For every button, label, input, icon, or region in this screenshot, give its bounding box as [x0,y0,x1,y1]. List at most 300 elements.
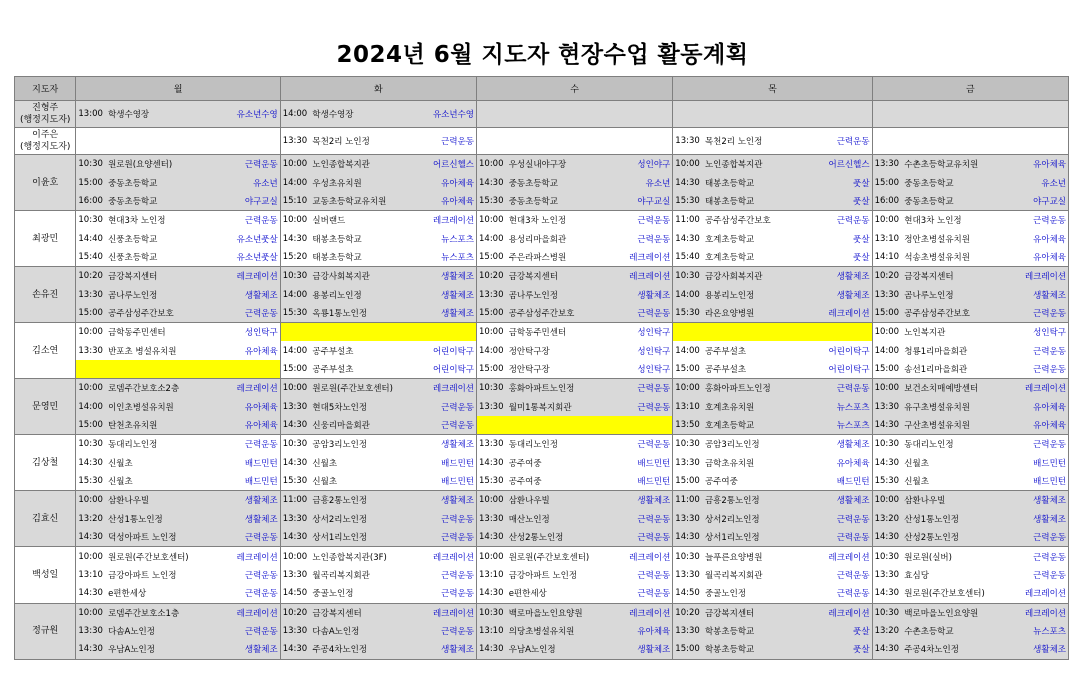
slot-time: 13:30 [872,285,902,304]
schedule-row [15,584,1069,603]
slot-time: 10:00 [282,215,308,226]
slot-program: 근력운동 [617,584,672,603]
slot-place: 호계초등학교 [703,248,814,267]
slot-time: 14:30 [872,584,902,603]
slot-place: e편한세상 [507,584,618,603]
slot-program: 레크레이션 [1013,603,1069,622]
instructor-name: 정규원 [15,603,76,659]
slot-time: 10:20 [76,267,106,286]
slot-program: 풋살 [814,622,872,641]
slot-program [217,128,280,155]
instructor-name: 김소연 [15,323,76,379]
slot-time: 14:00 [479,233,504,244]
slot-place: 원로원(주간보호센터) [508,552,590,563]
slot-time: 15:00 [477,360,507,379]
slot-place: 정안탁구장 [508,346,550,357]
slot-place: 신월초 [108,458,133,469]
slot-time: 10:20 [673,603,703,622]
slot-place: 노인종합복지관 [310,155,421,174]
slot-place: 현대3차 노인정 [508,216,567,227]
slot-program: 근력운동 [814,510,872,529]
slot-program: 풋살 [814,229,872,248]
slot-place: 우성실내야구장 [507,155,618,174]
slot-time: 13:30 [477,510,507,529]
slot-place: 중골노인정 [703,584,814,603]
slot-program: 근력운동 [217,584,280,603]
slot-time [872,128,902,155]
slot-place: 송선1리마을회관 [902,360,1013,379]
slot-time: 14:00 [675,345,700,356]
header-instructor: 지도자 [15,77,76,101]
slot-time: 15:00 [872,304,902,323]
slot-time: 15:30 [280,472,310,491]
slot-time: 15:00 [477,304,507,323]
slot-program [617,101,672,128]
slot-place: 수촌초등학교 [902,622,1013,641]
slot-place: 원로원(실버) [904,552,952,563]
schedule-row [15,397,1069,416]
slot-program: 레크레이션 [1013,267,1069,286]
slot-time: 13:30 [874,569,900,580]
slot-program: 배드민턴 [421,454,476,473]
slot-place: 공주여중 [508,458,542,469]
schedule-row [15,510,1069,529]
slot-program: 근력운동 [617,435,672,454]
slot-time: 13:30 [872,397,902,416]
slot-program: 배드민턴 [814,472,872,491]
schedule-row [15,622,1069,641]
slot-program: 뉴스포츠 [1013,622,1069,641]
slot-time: 15:00 [673,640,703,659]
slot-place: 원로원(주간보호센터) [108,552,189,563]
slot-program: 뉴스포츠 [814,397,872,416]
slot-place [507,416,618,435]
slot-time: 15:30 [872,472,902,491]
slot-program: 생활체조 [217,285,280,304]
slot-program: 뉴스포츠 [814,416,872,435]
slot-program: 유아체육 [217,341,280,360]
slot-place: 신월초 [312,458,338,469]
slot-time: 14:50 [280,584,310,603]
page-title: 2024년 6월 지도자 현장수업 활동계획 [336,42,749,68]
slot-program [421,323,476,342]
slot-place: 월곡리복지회관 [704,570,763,581]
slot-program: 레크레이션 [814,547,872,566]
slot-place: 공암3리노인정 [312,440,368,451]
slot-program: 생활체조 [421,267,476,286]
schedule-row [15,640,1069,659]
slot-place: 상서2리노인정 [703,510,814,529]
slot-place: 신월초 [310,472,421,491]
slot-program: 유소년풋살 [217,229,280,248]
slot-program: 생활체조 [1013,640,1069,659]
slot-program: 근력운동 [617,211,672,230]
slot-program: 유아체육 [617,622,672,641]
slot-program: 배드민턴 [617,472,672,491]
slot-place [703,101,814,128]
slot-time: 14:00 [282,345,308,356]
slot-time: 10:00 [872,491,902,510]
slot-place [310,323,421,342]
schedule-row [15,248,1069,267]
slot-place: 용봉리노인정 [310,285,421,304]
slot-program: 근력운동 [1013,547,1069,566]
slot-place: 공주부설초 [703,360,814,379]
slot-place: 다솜A노인정 [310,622,421,641]
slot-place: 원로원(주간보호센터) [310,379,421,398]
slot-place [902,101,1013,128]
slot-time: 10:00 [673,155,703,174]
slot-program: 유소년 [1013,173,1069,192]
slot-program: 생활체조 [814,435,872,454]
slot-program: 근력운동 [617,379,672,398]
slot-program: 레크레이션 [217,267,280,286]
slot-place: 신월초 [106,472,217,491]
slot-program: 성인탁구 [217,323,280,342]
slot-program: 어린이탁구 [814,341,872,360]
slot-program: 레크레이션 [1013,584,1069,603]
slot-time: 10:30 [675,439,700,450]
slot-program: 배드민턴 [1013,472,1069,491]
schedule-row [15,547,1069,566]
slot-place [703,323,814,342]
slot-program: 근력운동 [217,528,280,547]
slot-program: 어르신헬스 [814,155,872,174]
slot-place: 주공4차노인정 [902,640,1013,659]
slot-place [902,128,1013,155]
slot-time: 10:20 [872,267,902,286]
slot-program: 생활체조 [217,640,280,659]
slot-time [76,360,106,379]
slot-place: 로뎀주간보호소2층 [106,379,217,398]
slot-program: 근력운동 [814,584,872,603]
slot-place: 중동초등학교 [106,192,217,211]
slot-place: 금강복지센터 [902,267,1013,286]
slot-program: 성인야구 [617,155,672,174]
slot-program [617,128,672,155]
slot-program: 근력운동 [1013,566,1069,585]
slot-time: 15:00 [76,173,106,192]
slot-time: 13:30 [280,397,310,416]
slot-program: 유소년수영 [217,101,280,128]
slot-time: 10:30 [76,155,106,174]
slot-place: 우성초유치원 [310,173,421,192]
slot-program: 근력운동 [814,566,872,585]
slot-place: 정안탁구장 [507,360,618,379]
slot-program: 레크레이션 [421,211,476,230]
slot-program: 생활체조 [217,491,280,510]
slot-place: 금강아파트 노인정 [108,570,177,581]
slot-time: 10:00 [477,491,507,510]
slot-program: 생활체조 [421,491,476,510]
slot-place: 라온요양병원 [703,304,814,323]
slot-time: 10:30 [477,603,507,622]
slot-time [872,101,902,128]
slot-time: 10:00 [479,551,504,562]
slot-time: 14:00 [673,285,703,304]
slot-place: 금강복지센터 [106,267,217,286]
slot-place: 현대3차 노인정 [904,216,962,227]
slot-time: 14:00 [280,101,310,128]
slot-program: 유소년 [217,173,280,192]
slot-place: 보건소치매예방센터 [902,379,1013,398]
slot-program: 배드민턴 [217,472,280,491]
slot-program: 유아체육 [1013,248,1069,267]
slot-time: 14:30 [874,457,900,468]
slot-place: 효심당 [904,570,929,581]
slot-program: 성인탁구 [617,360,672,379]
instructor-name: 김상철 [15,435,76,491]
slot-time: 10:30 [78,215,103,226]
slot-program: 어린이탁구 [814,360,872,379]
header-thu: 목 [673,77,872,101]
slot-program: 레크레이션 [421,547,476,566]
slot-time: 14:30 [477,528,507,547]
schedule-table [14,76,1069,660]
slot-time: 14:00 [280,173,310,192]
slot-place [507,128,618,155]
slot-place: 동대리노인정 [508,440,558,451]
slot-time: 10:00 [477,155,507,174]
slot-program: 생활체조 [814,491,872,510]
slot-program: 유아체육 [1013,416,1069,435]
slot-time: 10:30 [78,439,103,450]
slot-time: 13:10 [874,233,900,244]
slot-time: 13:30 [282,569,308,580]
slot-place: 공주여중 [703,472,814,491]
schedule-row [15,192,1069,211]
slot-program: 근력운동 [421,510,476,529]
slot-program: 근력운동 [421,566,476,585]
slot-place: 금강복지센터 [310,603,421,622]
slot-time: 10:20 [280,603,310,622]
slot-time: 15:30 [673,192,703,211]
slot-time: 16:00 [872,192,902,211]
slot-program: 근력운동 [421,397,476,416]
slot-time: 13:30 [280,128,310,155]
slot-place [106,128,217,155]
slot-time: 13:10 [479,569,504,580]
slot-time: 10:00 [76,379,106,398]
slot-program: 근력운동 [217,566,280,585]
slot-program: 유아체육 [814,454,872,473]
slot-place: 이인초병설유치원 [106,397,217,416]
schedule-row [15,173,1069,192]
slot-program: 생활체조 [1013,491,1069,510]
slot-time: 13:10 [673,397,703,416]
slot-place: 상서1리노인정 [310,528,421,547]
slot-program: 레크레이션 [617,248,672,267]
slot-program [617,416,672,435]
slot-program: 야구교실 [617,192,672,211]
slot-place: 의당초병설유치원 [507,622,618,641]
schedule-row [15,155,1069,174]
slot-time: 14:30 [282,233,308,244]
slot-time: 10:00 [872,379,902,398]
slot-time [76,128,106,155]
schedule-row [15,128,1069,155]
slot-time: 13:10 [477,622,507,641]
schedule-row [15,435,1069,454]
slot-time: 13:30 [76,285,106,304]
slot-time: 15:00 [673,360,703,379]
slot-program: 레크레이션 [217,379,280,398]
slot-program: 근력운동 [421,416,476,435]
slot-place: 홍화아파트노인정 [507,379,618,398]
slot-program: 생활체조 [421,285,476,304]
slot-time: 14:30 [280,416,310,435]
slot-program [1013,128,1069,155]
slot-time: 15:30 [477,472,507,491]
slot-time: 10:00 [280,155,310,174]
slot-place: 노인종합복지관(3F) [312,552,387,563]
slot-program: 배드민턴 [421,472,476,491]
slot-place: 곰나루노인정 [106,285,217,304]
slot-time: 13:30 [673,622,703,641]
slot-time: 14:30 [872,416,902,435]
slot-place: 실버랜드 [312,216,346,227]
slot-program: 근력운동 [617,510,672,529]
slot-time: 13:20 [872,510,902,529]
slot-program: 야구교실 [217,192,280,211]
schedule-row [15,379,1069,398]
slot-place: 원로원(요양센터) [106,155,217,174]
instructor-name: 김효신 [15,491,76,547]
slot-place: 정안초병설유치원 [904,234,970,245]
slot-place: 금강복지센터 [703,603,814,622]
slot-place [106,360,217,379]
slot-program: 성인탁구 [617,323,672,342]
slot-place: 금강사회복지관 [703,267,814,286]
slot-program: 레크레이션 [421,603,476,622]
slot-time: 13:20 [76,510,106,529]
slot-place: 구산초병설유치원 [902,416,1013,435]
slot-place: 태봉초등학교 [310,248,421,267]
slot-time: 10:30 [872,603,902,622]
slot-program: 풋살 [814,640,872,659]
slot-place: 호계초등학교 [704,234,755,245]
slot-time: 10:00 [282,551,308,562]
slot-program: 근력운동 [1013,528,1069,547]
slot-place: 금학동주민센터 [508,328,567,339]
slot-time: 15:30 [76,472,106,491]
slot-place: 목천2리 노인정 [703,128,814,155]
header-tue: 화 [280,77,476,101]
slot-time: 13:30 [675,569,700,580]
slot-place: 곰나루노인정 [507,285,618,304]
slot-time: 10:00 [479,215,504,226]
header-row [15,77,1069,101]
slot-time: 15:00 [280,360,310,379]
slot-place: 태봉초등학교 [703,173,814,192]
slot-program: 유소년풋살 [217,248,280,267]
slot-program: 배드민턴 [217,454,280,473]
slot-program: 근력운동 [421,528,476,547]
slot-program: 레크레이션 [617,603,672,622]
slot-program: 생활체조 [814,285,872,304]
slot-time: 13:30 [673,510,703,529]
schedule-row [15,304,1069,323]
slot-place: 삼환나우빌 [507,491,618,510]
slot-time: 10:00 [874,327,900,338]
slot-time: 14:00 [479,345,504,356]
slot-place: 호계초등학교 [703,416,814,435]
schedule-row [15,603,1069,622]
slot-time: 10:00 [673,379,703,398]
schedule-row [15,454,1069,473]
slot-place: 우남A노인정 [106,640,217,659]
slot-time: 10:00 [76,603,106,622]
slot-program: 근력운동 [1013,304,1069,323]
slot-program: 근력운동 [814,128,872,155]
slot-place: 공주삼성주간보호 [704,216,771,227]
slot-program: 야구교실 [1013,192,1069,211]
slot-program: 생활체조 [421,640,476,659]
schedule-row [15,323,1069,342]
slot-place: e편한세상 [106,584,217,603]
slot-time: 14:30 [477,640,507,659]
slot-time [477,101,507,128]
slot-time: 14:30 [872,640,902,659]
slot-place: 중동초등학교 [902,173,1013,192]
schedule-row [15,229,1069,248]
slot-place: 다솜A노인정 [106,622,217,641]
slot-time: 10:30 [282,439,308,450]
slot-place: 현대5차노인정 [310,397,421,416]
slot-place: 목천2리 노인정 [310,128,421,155]
slot-program: 레크레이션 [617,547,672,566]
slot-time: 14:00 [280,285,310,304]
schedule-row [15,101,1069,128]
slot-place: 중동초등학교 [106,173,217,192]
slot-time: 15:00 [673,472,703,491]
slot-program: 생활체조 [421,435,476,454]
instructor-name: 이주은 (행정지도자) [15,128,76,155]
slot-place: 신웅리마을회관 [310,416,421,435]
slot-program: 뉴스포츠 [421,229,476,248]
slot-place: 상서2리노인정 [310,510,421,529]
slot-program: 레크레이션 [1013,379,1069,398]
slot-place: 공암3리노인정 [704,440,760,451]
slot-place: 공주삼성주간보호 [507,304,618,323]
slot-program: 근력운동 [617,528,672,547]
slot-place: 신풍초등학교 [106,248,217,267]
slot-place: 금강복지센터 [507,267,618,286]
schedule-row [15,285,1069,304]
slot-time [673,101,703,128]
slot-place: 금흥2통노인정 [310,491,421,510]
slot-place: 중동초등학교 [507,173,618,192]
slot-place: 공주부설초 [312,346,354,357]
slot-time: 14:00 [874,345,900,356]
slot-time: 14:30 [673,173,703,192]
slot-time: 14:30 [76,640,106,659]
slot-time: 13:30 [872,155,902,174]
slot-time: 14:30 [479,457,504,468]
slot-place: 용성리마을회관 [508,234,567,245]
instructor-name: 최광민 [15,211,76,267]
slot-place: 주은라파스병원 [507,248,618,267]
slot-place: 백로마을노인요양원 [507,603,618,622]
slot-place: 원로원(주간보호센터) [902,584,1013,603]
slot-time: 13:30 [76,622,106,641]
slot-time: 14:30 [675,233,700,244]
slot-time: 10:30 [874,439,900,450]
slot-place: 공주부설초 [704,346,747,357]
slot-place: 공주삼성주간보호 [902,304,1013,323]
slot-time: 13:30 [673,128,703,155]
slot-program: 유아체육 [217,397,280,416]
